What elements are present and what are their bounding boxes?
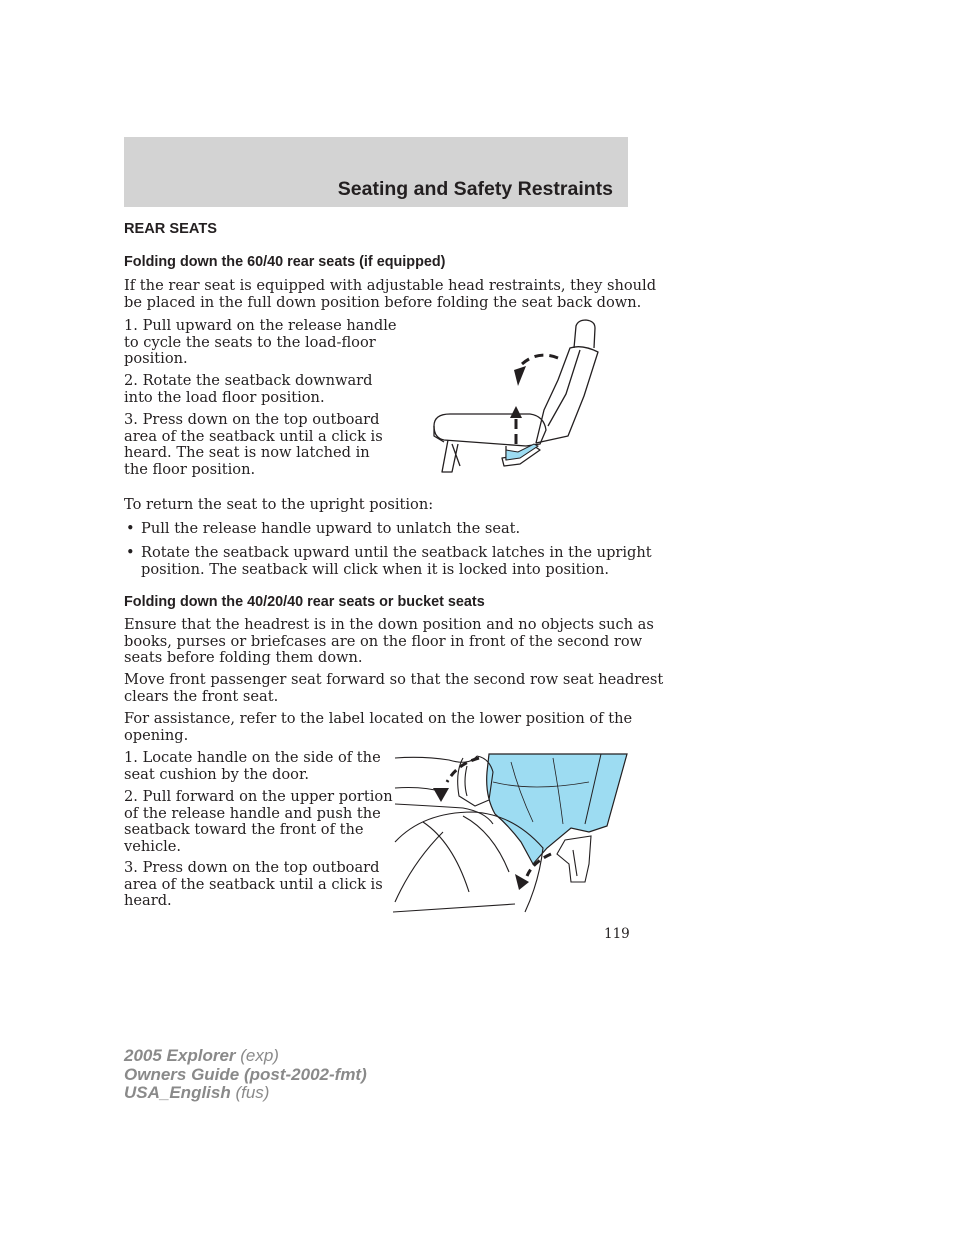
section-title: REAR SEATS: [124, 221, 217, 237]
subsection-title-1: Folding down the 60/40 rear seats (if equipped): [124, 254, 446, 270]
footer-line: [124, 1084, 367, 1103]
footer-model: 2005 Explorer: [124, 1046, 236, 1065]
text-line: position. The seatback will click when it is locked into position.: [141, 560, 609, 578]
release-handle-diagram: [393, 752, 629, 916]
sub1-step-2: [124, 373, 373, 406]
sub2-para-3: [124, 711, 632, 744]
bullet-dot: •: [126, 544, 135, 561]
sub1-intro: [124, 278, 656, 311]
footer-line: [124, 1047, 367, 1066]
text-line: seats before folding them down.: [124, 649, 363, 667]
sub1-step-3: [124, 412, 383, 478]
sub2-step-3: [124, 860, 383, 910]
text-line: position.: [124, 350, 188, 368]
document-footer: [124, 1047, 367, 1103]
sub2-step-2: [124, 789, 393, 855]
footer-code: (fus): [230, 1083, 270, 1102]
sub2-para-1: [124, 617, 654, 667]
text-line: heard.: [124, 892, 172, 910]
text-line: area of the seatback until a click is: [124, 875, 383, 893]
footer-line: [124, 1066, 367, 1085]
text-line: heard. The seat is now latched in: [124, 444, 370, 462]
text-line: Ensure that the headrest is in the down position and no objects such as: [124, 616, 654, 633]
seat-fold-diagram: [430, 318, 630, 478]
header-bar: [124, 137, 628, 207]
text-line: seatback toward the front of the: [124, 821, 364, 839]
text-line: Rotate the seatback upward until the seatback latches in the upright: [141, 544, 652, 561]
text-line: vehicle.: [124, 837, 182, 855]
text-line: opening.: [124, 726, 189, 744]
text-line: be placed in the full down position before folding the seat back down.: [124, 293, 642, 311]
footer-code: (exp): [235, 1046, 279, 1065]
text-line: 2. Pull forward on the upper portion: [124, 788, 393, 805]
sub2-step-1: [124, 750, 381, 783]
text-line: Move front passenger seat forward so that the second row seat headrest: [124, 671, 664, 688]
text-line: into the load floor position.: [124, 388, 325, 406]
text-line: 2. Rotate the seatback downward: [124, 372, 373, 389]
text-line: books, purses or briefcases are on the floor in front of the second row: [124, 632, 643, 650]
footer-language: USA_English: [124, 1083, 231, 1102]
sub1-step-1: [124, 318, 397, 368]
subsection-title-2: Folding down the 40/20/40 rear seats or bucket seats: [124, 594, 485, 610]
text-line: clears the front seat.: [124, 687, 279, 705]
text-line: Pull the release handle upward to unlatch the seat.: [141, 520, 521, 537]
text-line: 1. Locate handle on the side of the: [124, 749, 381, 766]
text-line: area of the seatback until a click is: [124, 427, 383, 445]
text-line: of the release handle and push the: [124, 804, 381, 822]
text-line: If the rear seat is equipped with adjustable head restraints, they should: [124, 277, 657, 294]
page-title: Seating and Safety Restraints: [337, 178, 613, 200]
text-line: 3. Press down on the top outboard: [124, 411, 380, 428]
footer-guide: Owners Guide (post-2002-fmt): [124, 1064, 367, 1084]
text-line: to cycle the seats to the load-floor: [124, 333, 376, 351]
return-intro: To return the seat to the upright position:: [124, 496, 434, 513]
sub2-para-2: [124, 672, 663, 705]
bullet-dot: •: [126, 520, 135, 537]
text-line: seat cushion by the door.: [124, 765, 309, 783]
text-line: the floor position.: [124, 460, 256, 478]
text-line: 3. Press down on the top outboard: [124, 859, 380, 876]
page-number: 119: [604, 926, 630, 942]
text-line: 1. Pull upward on the release handle: [124, 317, 397, 334]
text-line: For assistance, refer to the label located on the lower position of the: [124, 710, 633, 727]
